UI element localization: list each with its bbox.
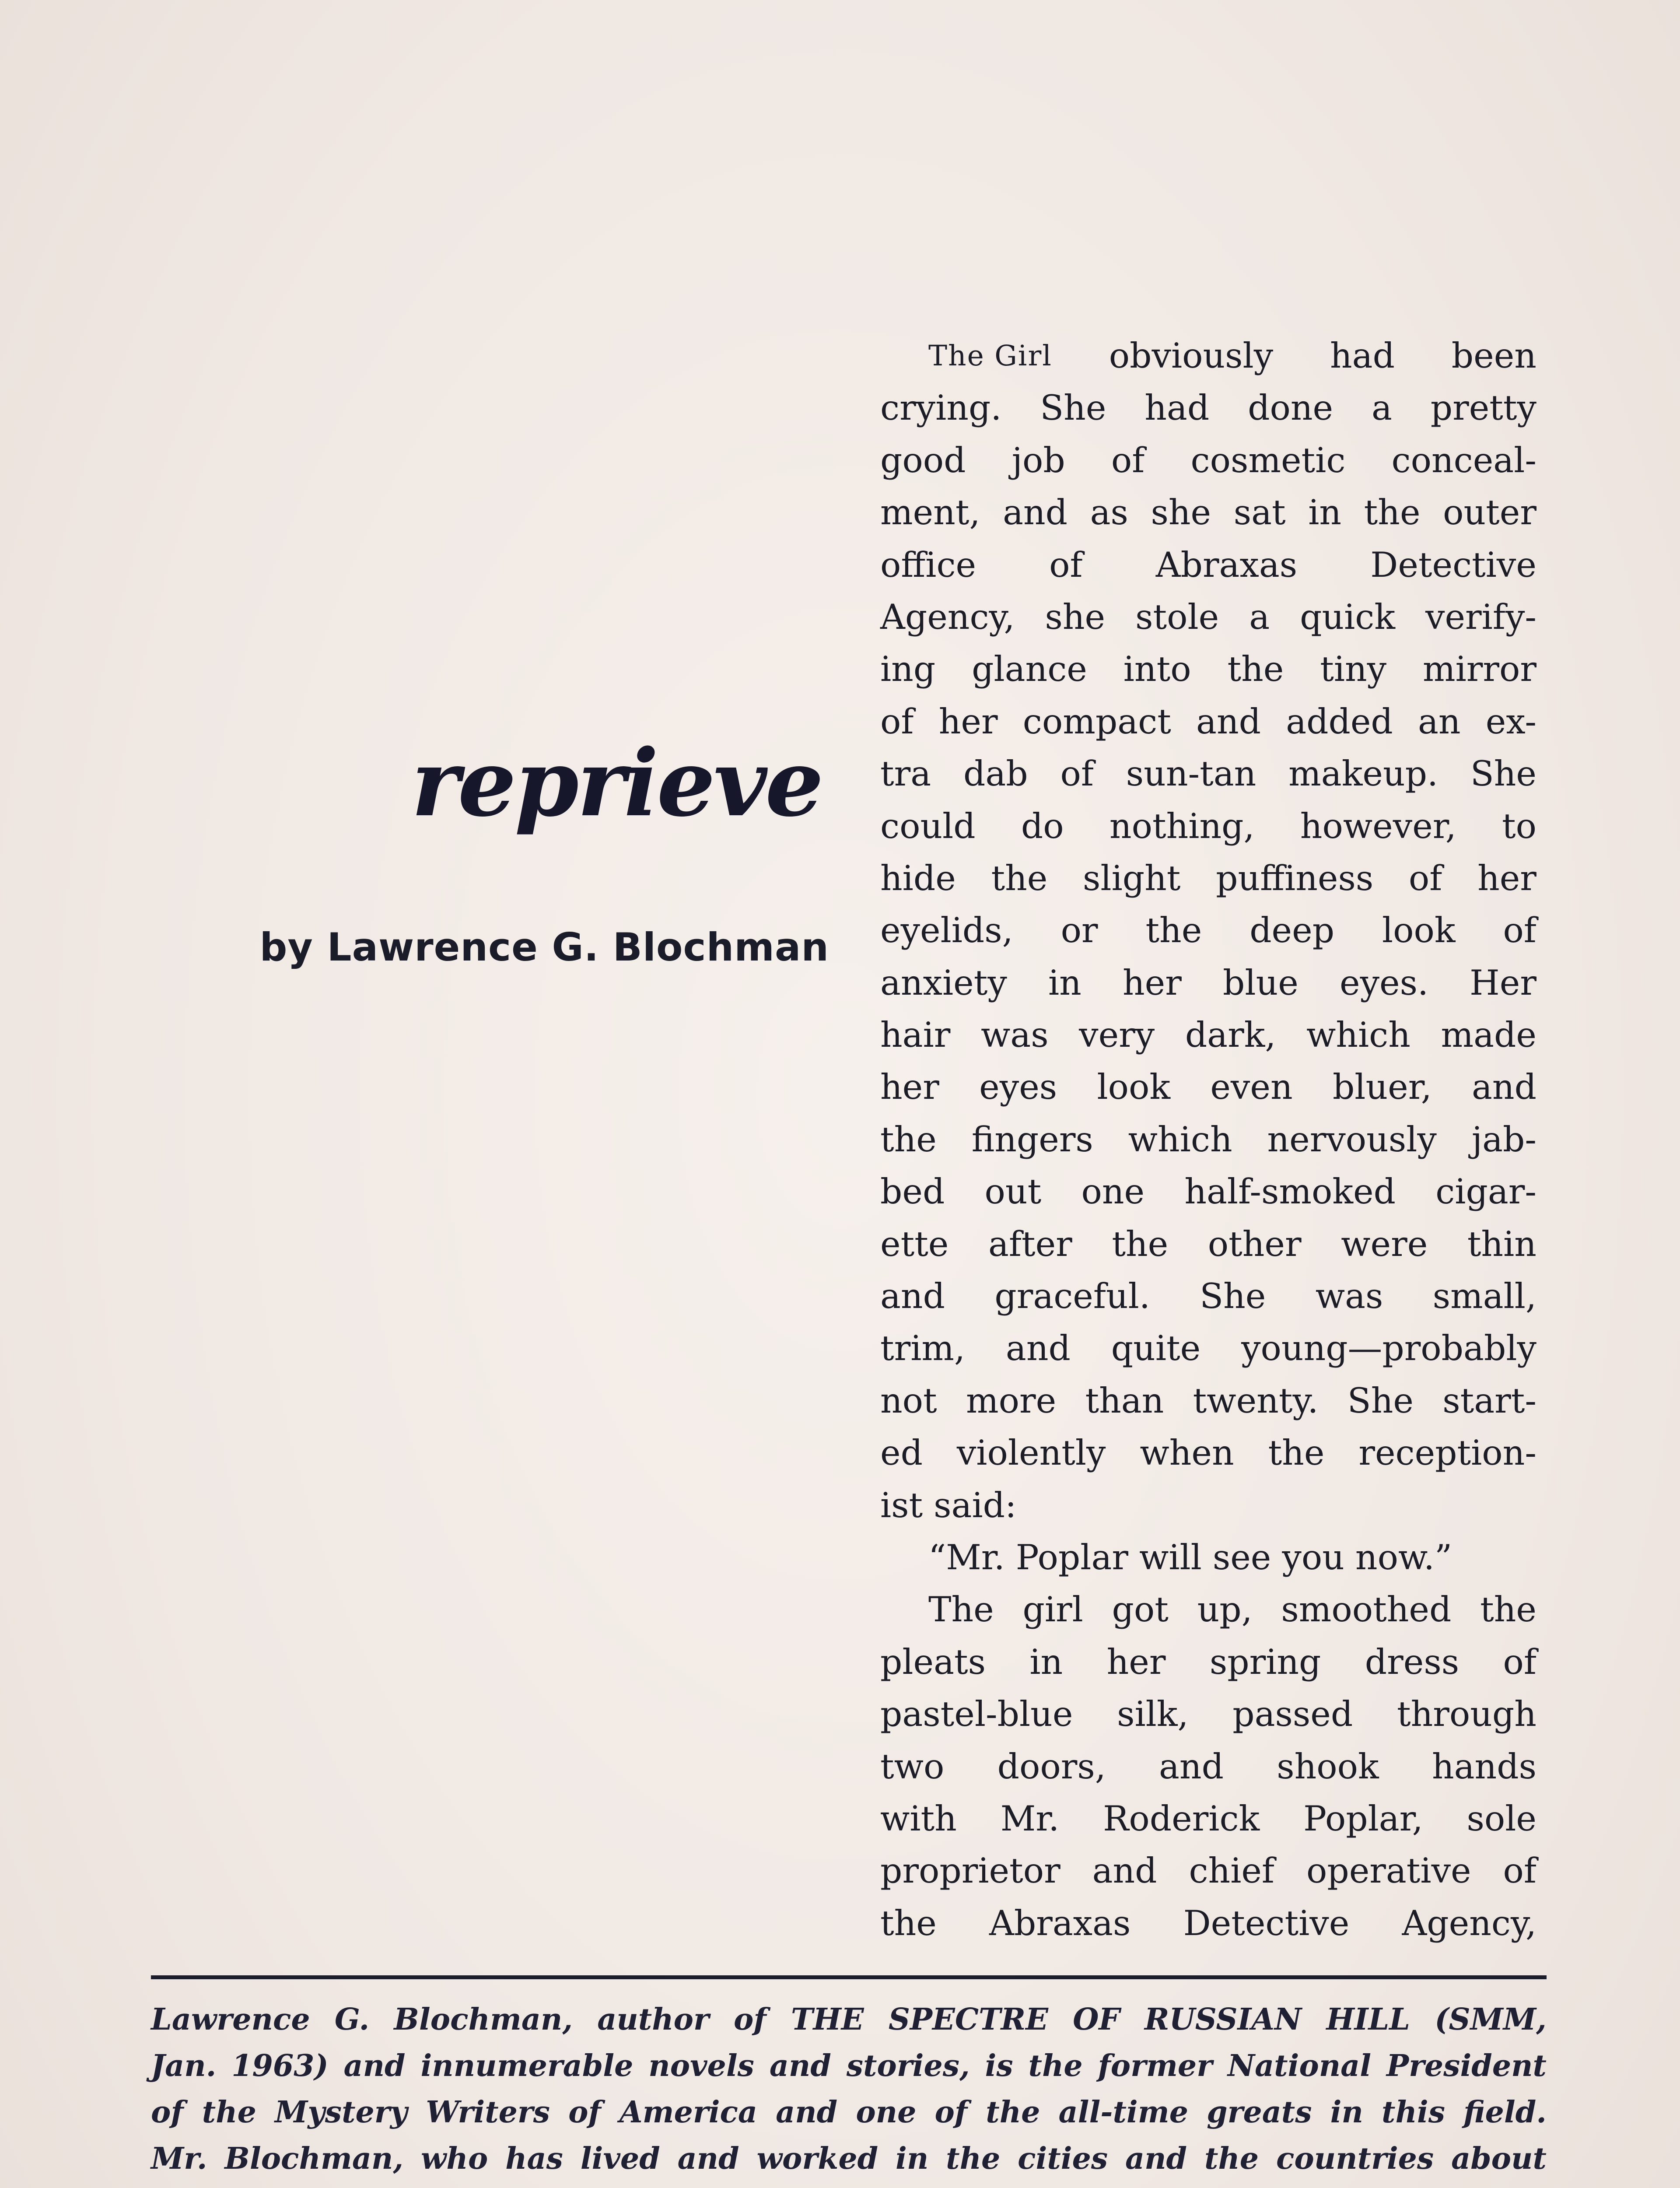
word: novels	[648, 2048, 754, 2083]
bio-line	[151, 2135, 1547, 2182]
story-title: reprieve	[411, 729, 822, 837]
word: young—probably	[1241, 1328, 1536, 1369]
word: verify-	[1425, 596, 1536, 637]
word: cities	[1018, 2141, 1108, 2176]
word	[737, 2182, 818, 2188]
word: graceful.	[994, 1276, 1150, 1317]
word	[1094, 2182, 1148, 2188]
word: stories,	[846, 2048, 970, 2083]
text-line	[880, 1061, 1536, 1113]
word: start-	[1442, 1380, 1536, 1421]
word: Jan.	[151, 2048, 217, 2083]
word	[1459, 2182, 1547, 2188]
word: Poplar,	[1303, 1798, 1423, 1839]
word: and	[769, 2048, 831, 2083]
word: office	[880, 544, 976, 585]
word: of	[568, 2095, 601, 2130]
word: Agency,	[880, 596, 1015, 637]
word: THE	[791, 2002, 864, 2037]
word: ed	[880, 1433, 923, 1473]
word: and	[343, 2048, 406, 2083]
word: the	[986, 2095, 1040, 2130]
word: Agency,	[1402, 1903, 1536, 1943]
word: RUSSIAN	[1144, 2002, 1302, 2037]
word: ment,	[880, 492, 980, 533]
word: in	[1308, 492, 1342, 533]
word: in	[1029, 1641, 1063, 1682]
word: slight	[1083, 858, 1181, 898]
word: in	[1048, 962, 1082, 1003]
text-line	[880, 800, 1536, 852]
word	[151, 2182, 249, 2188]
word: up,	[1197, 1589, 1253, 1630]
text-line	[880, 591, 1536, 643]
bio-line	[151, 2043, 1547, 2089]
word: Abraxas	[1155, 544, 1298, 585]
author-bio	[151, 1996, 1547, 2188]
word: glance	[972, 649, 1087, 690]
text-line	[880, 748, 1536, 800]
word: field.	[1463, 2095, 1547, 2130]
text-line	[880, 539, 1536, 591]
word: or	[1060, 910, 1098, 951]
word: a	[1371, 388, 1392, 428]
text-line: ist said:	[880, 1485, 1017, 1525]
word: nervously	[1267, 1119, 1437, 1160]
word: (SMM,	[1435, 2002, 1547, 2037]
bio-line	[151, 2182, 1547, 2188]
word: the	[880, 1903, 937, 1943]
text-line	[880, 382, 1536, 434]
word: outer	[1443, 492, 1536, 533]
word: look	[1097, 1067, 1171, 1108]
word	[473, 2182, 531, 2188]
word: which	[1306, 1015, 1410, 1055]
word: which	[1128, 1119, 1232, 1160]
word: bluer,	[1332, 1067, 1432, 1108]
word: puffiness	[1216, 858, 1374, 898]
word	[273, 2182, 313, 2188]
word	[906, 2182, 1014, 2188]
word: good	[880, 440, 966, 480]
word: her	[1477, 858, 1536, 898]
word: twenty.	[1193, 1380, 1319, 1421]
word: violently	[956, 1433, 1106, 1473]
word: out	[984, 1171, 1042, 1212]
word: jab-	[1471, 1119, 1536, 1160]
word: tra	[880, 754, 931, 794]
word: in	[1330, 2095, 1363, 2130]
word: SPECTRE	[888, 2002, 1048, 2037]
word: obviously	[1109, 336, 1274, 376]
word: into	[1123, 649, 1191, 690]
word: Abraxas	[989, 1903, 1131, 1943]
word	[1345, 2182, 1435, 2188]
word: added	[1286, 701, 1393, 742]
word: when	[1140, 1433, 1234, 1473]
opening-small-caps: The Girl	[928, 340, 1052, 372]
word: The	[928, 1589, 994, 1630]
word: of	[1049, 544, 1083, 585]
story-text-column	[880, 330, 1536, 1950]
word: could	[880, 806, 976, 846]
word: Writers	[426, 2095, 550, 2130]
text-line	[880, 957, 1536, 1009]
word: passed	[1232, 1694, 1353, 1735]
text-line	[880, 1218, 1536, 1270]
text-line	[880, 1427, 1536, 1479]
word: pleats	[880, 1641, 986, 1682]
word: was	[980, 1015, 1049, 1055]
word: dark,	[1185, 1015, 1276, 1055]
word: about	[1451, 2141, 1547, 2176]
word: eyes.	[1340, 962, 1428, 1003]
text-line	[880, 1166, 1536, 1218]
word: compact	[1022, 701, 1171, 742]
word: She	[1470, 754, 1536, 794]
word: trim,	[880, 1328, 966, 1369]
word: the	[1112, 1224, 1169, 1264]
word: ex-	[1485, 701, 1536, 742]
word: through	[1396, 1694, 1536, 1735]
word: President	[1386, 2048, 1547, 2083]
word: the	[1145, 910, 1202, 951]
word: OF	[1073, 2002, 1120, 2037]
word: the	[202, 2095, 256, 2130]
word: Mystery	[275, 2095, 408, 2130]
word: got	[1112, 1589, 1169, 1630]
word: She	[1040, 388, 1106, 428]
word: made	[1441, 1015, 1536, 1055]
text-line	[880, 487, 1536, 539]
word: been	[1451, 336, 1536, 376]
word: her	[1106, 1641, 1166, 1682]
word: of	[934, 2095, 968, 2130]
word	[337, 2182, 449, 2188]
word: dress	[1365, 1641, 1460, 1682]
word	[626, 2182, 714, 2188]
word: and	[776, 2095, 838, 2130]
word: the	[1227, 649, 1284, 690]
word: quite	[1111, 1328, 1201, 1369]
word: ette	[880, 1224, 949, 1264]
word: quick	[1300, 596, 1396, 637]
word: after	[988, 1224, 1072, 1264]
word: sat	[1233, 492, 1286, 533]
word: chief	[1189, 1851, 1275, 1891]
word: the	[991, 858, 1048, 898]
word: the	[880, 1119, 937, 1160]
word: who	[420, 2141, 488, 2176]
text-line	[880, 1270, 1536, 1322]
word: mirror	[1423, 649, 1536, 690]
word: not	[880, 1380, 937, 1421]
word: pretty	[1430, 388, 1536, 428]
word: shook	[1277, 1746, 1379, 1787]
word: reception-	[1358, 1433, 1536, 1473]
divider-rule-top	[151, 1975, 1547, 1979]
word: than	[1085, 1380, 1164, 1421]
word: makeup.	[1288, 754, 1438, 794]
text-line	[880, 905, 1536, 957]
word: National	[1227, 2048, 1372, 2083]
word: greats	[1207, 2095, 1312, 2130]
word: nothing,	[1109, 806, 1255, 846]
word: very	[1079, 1015, 1155, 1055]
text-line	[880, 1845, 1536, 1897]
word	[554, 2182, 602, 2188]
word: one	[856, 2095, 917, 2130]
word: ing	[880, 649, 936, 690]
word: stole	[1135, 596, 1219, 637]
word: She	[1200, 1276, 1266, 1317]
word: of	[1503, 910, 1536, 951]
word: pastel-blue	[880, 1694, 1073, 1735]
word: conceal-	[1391, 440, 1536, 480]
word: of	[151, 2095, 184, 2130]
word: sole	[1466, 1798, 1536, 1839]
word: and	[1472, 1067, 1536, 1108]
word: of	[1503, 1641, 1536, 1682]
word: and	[1092, 1851, 1157, 1891]
word: Her	[1470, 962, 1536, 1003]
word: she	[1045, 596, 1106, 637]
text-line	[880, 1741, 1536, 1793]
word: deep	[1250, 910, 1335, 951]
word: her	[938, 701, 998, 742]
word: eyes	[979, 1067, 1057, 1108]
word: She	[1347, 1380, 1414, 1421]
word: she	[1151, 492, 1211, 533]
text-line	[880, 1375, 1536, 1427]
text-line	[880, 1009, 1536, 1061]
word: look	[1382, 910, 1456, 951]
word: had	[1330, 336, 1395, 376]
word: the	[1364, 492, 1421, 533]
text-line	[880, 696, 1536, 748]
word: of	[734, 2002, 766, 2037]
bio-line	[151, 1996, 1547, 2043]
word: of	[1111, 440, 1145, 480]
word: Detective	[1370, 544, 1536, 585]
word: of	[1503, 1851, 1536, 1891]
word: Lawrence	[151, 2002, 310, 2037]
word: and	[1159, 1746, 1224, 1787]
word: the	[1480, 1589, 1536, 1630]
bio-line	[151, 2089, 1547, 2135]
word: 1963)	[231, 2048, 329, 2083]
word: and	[880, 1276, 945, 1317]
text-line	[880, 1322, 1536, 1375]
word: the	[1268, 1433, 1325, 1473]
word: hair	[880, 1015, 951, 1055]
word: doors,	[997, 1746, 1106, 1787]
word: and	[1005, 1328, 1071, 1369]
word: girl	[1022, 1589, 1083, 1630]
word: the	[946, 2141, 1001, 2176]
word: operative	[1306, 1851, 1471, 1891]
word: has	[505, 2141, 563, 2176]
text-line	[880, 1636, 1536, 1688]
word: were	[1341, 1224, 1428, 1264]
word: with	[880, 1798, 957, 1839]
word: HILL	[1326, 2002, 1410, 2037]
word: the	[1028, 2048, 1083, 2083]
word: Detective	[1183, 1903, 1350, 1943]
word: job	[1012, 440, 1065, 480]
word: this	[1382, 2095, 1446, 2130]
byline: by Lawrence G. Blochman	[259, 925, 829, 970]
word: more	[966, 1380, 1057, 1421]
text-line	[880, 435, 1536, 487]
word: even	[1210, 1067, 1293, 1108]
word: to	[1502, 806, 1536, 846]
word	[1038, 2182, 1071, 2188]
word: cosmetic	[1190, 440, 1346, 480]
word: and	[1196, 701, 1261, 742]
word: cigar-	[1435, 1171, 1536, 1212]
text-line	[880, 1114, 1536, 1166]
word: and	[1125, 2141, 1187, 2176]
word: hide	[880, 858, 956, 898]
word: bed	[880, 1171, 945, 1212]
story-first-line	[880, 330, 1536, 382]
text-line	[880, 852, 1536, 905]
word: author	[597, 2002, 709, 2037]
word: worked	[756, 2141, 878, 2176]
word: fingers	[971, 1119, 1093, 1160]
word: and	[1003, 492, 1068, 533]
word: other	[1208, 1224, 1302, 1264]
word: countries	[1276, 2141, 1434, 2176]
word: silk,	[1117, 1694, 1189, 1735]
word: Blochman,	[394, 2002, 573, 2037]
word: sun-tan	[1126, 754, 1256, 794]
word: G.	[334, 2002, 370, 2037]
word: two	[880, 1746, 945, 1787]
word: as	[1090, 492, 1128, 533]
word: in	[896, 2141, 929, 2176]
word: was	[1315, 1276, 1383, 1317]
word: anxiety	[880, 962, 1007, 1003]
word: crying.	[880, 388, 1002, 428]
word: smoothed	[1281, 1589, 1452, 1630]
text-line	[880, 643, 1536, 695]
word: eyelids,	[880, 910, 1013, 951]
word: all-time	[1058, 2095, 1188, 2130]
word	[1172, 2182, 1321, 2188]
word: Mr.	[151, 2141, 207, 2176]
word: dab	[963, 754, 1028, 794]
word: hands	[1432, 1746, 1536, 1787]
word: thin	[1467, 1224, 1536, 1264]
word: Mr.	[1000, 1798, 1060, 1839]
word: lived	[580, 2141, 660, 2176]
word: of	[1408, 858, 1442, 898]
word: proprietor	[880, 1851, 1060, 1891]
word: half-smoked	[1184, 1171, 1396, 1212]
word: the	[1204, 2141, 1259, 2176]
word: tiny	[1320, 649, 1387, 690]
word: and	[677, 2141, 739, 2176]
word: done	[1248, 388, 1334, 428]
word: innumerable	[420, 2048, 634, 2083]
word: blue	[1223, 962, 1298, 1003]
word: however,	[1300, 806, 1456, 846]
word: is	[985, 2048, 1013, 2083]
word: spring	[1209, 1641, 1321, 1682]
word: an	[1418, 701, 1461, 742]
text-line	[880, 1688, 1536, 1740]
word: of	[1060, 754, 1094, 794]
dialogue-line: “Mr. Poplar will see you now.”	[928, 1537, 1452, 1578]
word: a	[1249, 596, 1270, 637]
word: do	[1021, 806, 1064, 846]
paragraph-first-line	[880, 1584, 1536, 1636]
text-line	[880, 1897, 1536, 1950]
word: America	[619, 2095, 757, 2130]
word	[841, 2182, 882, 2188]
word: former	[1098, 2048, 1213, 2083]
word: one	[1081, 1171, 1145, 1212]
word: Roderick	[1103, 1798, 1260, 1839]
word: small,	[1432, 1276, 1536, 1317]
word: her	[880, 1067, 939, 1108]
word: Blochman,	[224, 2141, 404, 2176]
word: of	[880, 701, 914, 742]
word: had	[1144, 388, 1210, 428]
text-line	[880, 1793, 1536, 1845]
word: her	[1122, 962, 1182, 1003]
